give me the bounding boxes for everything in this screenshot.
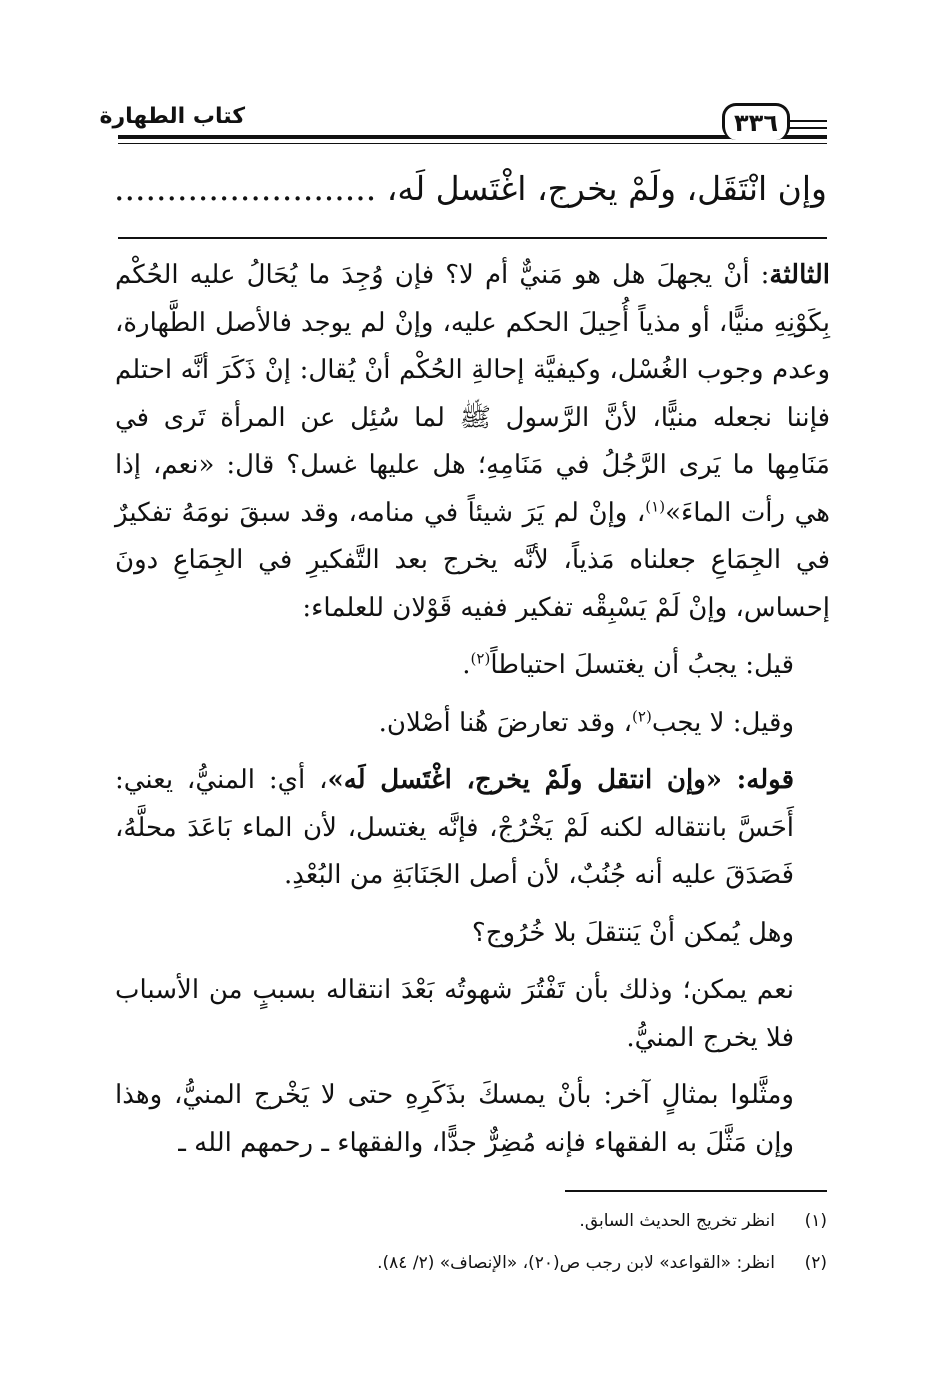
page-number-text: ٣٣٦ <box>734 109 778 137</box>
footnote-ref[interactable]: (١) <box>645 496 666 515</box>
paragraph-text: : أنْ يجهلَ هل هو مَنيٌّ أم لا؟ فإن وُجِدَ ما يُحَالُ عليه الحُكْم بِكَوْنِهِ منيًّا، أو مذياً أُحِيلَ الحكم عليه، وإنْ لم يوجد فالأصل الطَّهارة، وعدم وجوب الغُسْل، وكيفيَّة إحالةِ الحُكْم أنْ يُقال: إنْ ذَكَرَ أنَّه احتلم فإننا نجعله منيًّا، لأنَّ الرَّسول ﷺ لما سُئِل عن المرأة تَرى في مَنَامِها ما يَرى الرَّجُلُ في مَنَامِهِ؛ هل عليها غسل؟ قال: «نعم، إذا هي رأت الماءَ» <box>115 260 830 528</box>
header-ornament-line <box>786 127 827 129</box>
paragraph-text: وقيل: لا يجب <box>651 707 794 738</box>
header-rule-thick <box>118 135 827 139</box>
footnote-text: انظر: «القواعد» لابن رجب ص(٢٠)، «الإنصاف» (٢/ ٨٤). <box>377 1253 775 1273</box>
paragraph-text: ، أي: المنيُّ، يعني: أَحَسَّ بانتقاله لكنه لَمْ يَخْرُجْ، فإنَّه يغتسل، لأن الماء بَاعَدَ محلَّهُ، فَصَدَقَ عليه أنه جُنُبٌ، لأن أصل الجَنَابَةِ من البُعْدِ. <box>115 765 794 890</box>
footnote <box>118 1242 827 1284</box>
paragraph-text: . <box>462 650 471 680</box>
running-title: كتاب الطهارة <box>99 104 245 129</box>
footnote-number: (١) <box>804 1211 827 1231</box>
paragraph-text: ، وإنْ لم يَرَ شيئاً في منامه، وقد سبقَ نومَهُ تفكيرٌ في الجِمَاعِ جعلناه مَذياً، لأنَّه يخرج بعد التَّفكيرِ في الجِمَاعِ دونَ إحساس، وإنْ لَمْ يَسْبِقْه تفكير ففيه قَوْلان للعلماء: <box>115 497 830 623</box>
paragraph <box>115 967 830 1062</box>
commentary-body <box>115 252 830 1167</box>
footnote-number: (٢) <box>804 1253 827 1273</box>
header-rule-thin <box>118 143 827 144</box>
footnote-ref[interactable]: (٢) <box>632 706 652 725</box>
paragraph <box>115 757 830 900</box>
paragraph <box>115 1072 830 1167</box>
paragraph <box>115 252 830 632</box>
paragraph-text: نعم يمكن؛ وذلك بأن تَفْتُرَ شهوتُه بَعْدَ انتقاله بسببٍ من الأسباب فلا يخرج المنيُّ. <box>115 975 794 1053</box>
paragraph <box>115 642 830 690</box>
page-number <box>722 103 790 140</box>
paragraph <box>115 700 830 748</box>
paragraph-text: ، وقد تعارضَ هُنا أصْلان. <box>378 707 633 738</box>
quoted-matn: قوله: «وإن انتقل ولَمْ يخرج، اغْتَسل لَه» <box>327 765 794 795</box>
paragraph-text: وهل يُمكن أنْ يَنتقلَ بلا خُرُوج؟ <box>471 917 794 948</box>
footnote-text: انظر تخريج الحديث السابق. <box>579 1211 775 1231</box>
footnote-ref[interactable]: (٢) <box>470 649 491 668</box>
header-ornament-line <box>786 120 827 122</box>
matn-line: وإن انْتَقَل، ولَمْ يخرج، اغْتَسل لَه، ......................... <box>114 169 827 208</box>
matn-separator <box>118 237 827 239</box>
paragraph-label: الثالثة <box>769 260 830 290</box>
paragraph-text: قيل: يجبُ أن يغتسلَ احتياطاً <box>490 650 794 680</box>
footnote-separator <box>565 1190 827 1192</box>
footnote <box>118 1200 827 1242</box>
paragraph <box>115 910 830 958</box>
paragraph-text: ومثَّلوا بمثالٍ آخر: بأنْ يمسكَ بذَكَرِهِ حتى لا يَخْرج المنيُّ، وهذا وإن مَثَّلَ به الفقهاء فإنه مُضِرٌّ جدًّا، والفقهاء ـ رحمهم الله ـ <box>115 1080 794 1158</box>
footnotes <box>118 1200 827 1284</box>
